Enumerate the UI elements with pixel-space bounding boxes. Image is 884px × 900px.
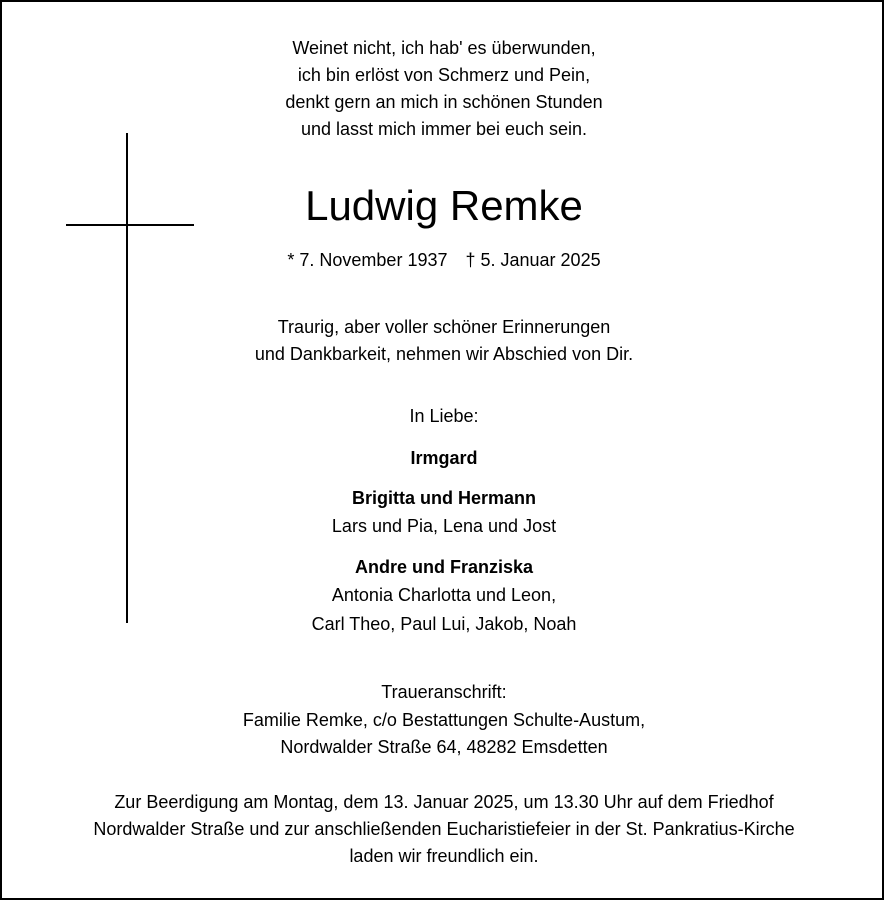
family-group2-head: Andre und Franziska: [354, 557, 534, 577]
family-intro: In Liebe:: [409, 406, 479, 426]
family-group2-children-2: Carl Theo, Paul Lui, Jakob, Noah: [311, 614, 577, 634]
funeral-line-3: laden wir freundlich ein.: [349, 846, 539, 866]
funeral-line-2: Nordwalder Straße und zur anschließenden Eucharistiefeier in der St. Pankratius-Kirche: [93, 819, 795, 839]
family-group1-head: Brigitta und Hermann: [351, 488, 536, 508]
poem-line-2: ich bin erlöst von Schmerz und Pein,: [297, 65, 591, 85]
farewell-line-1: Traurig, aber voller schöner Erinnerungen: [277, 317, 611, 337]
family-spouse: Irmgard: [410, 448, 478, 468]
poem-line-4: und lasst mich immer bei euch sein.: [300, 119, 588, 139]
address-line-1: Familie Remke, c/o Bestattungen Schulte-Austum,: [242, 710, 646, 730]
family-group1-children: Lars und Pia, Lena und Jost: [331, 516, 557, 536]
birth-date: * 7. November 1937: [287, 250, 448, 270]
address-label: Traueranschrift:: [381, 682, 507, 702]
funeral-line-1: Zur Beerdigung am Montag, dem 13. Januar 2025, um 13.30 Uhr auf dem Friedhof: [114, 792, 774, 812]
deceased-name: Ludwig Remke: [305, 182, 583, 229]
address-line-2: Nordwalder Straße 64, 48282 Emsdetten: [280, 737, 608, 757]
poem-line-1: Weinet nicht, ich hab' es überwunden,: [292, 38, 596, 58]
death-date: † 5. Januar 2025: [465, 250, 601, 270]
family-group2-children-1: Antonia Charlotta und Leon,: [331, 585, 557, 605]
life-dates: [2, 249, 884, 271]
farewell-line-2: und Dankbarkeit, nehmen wir Abschied von Dir.: [254, 344, 634, 364]
poem-line-3: denkt gern an mich in schönen Stunden: [285, 92, 603, 112]
